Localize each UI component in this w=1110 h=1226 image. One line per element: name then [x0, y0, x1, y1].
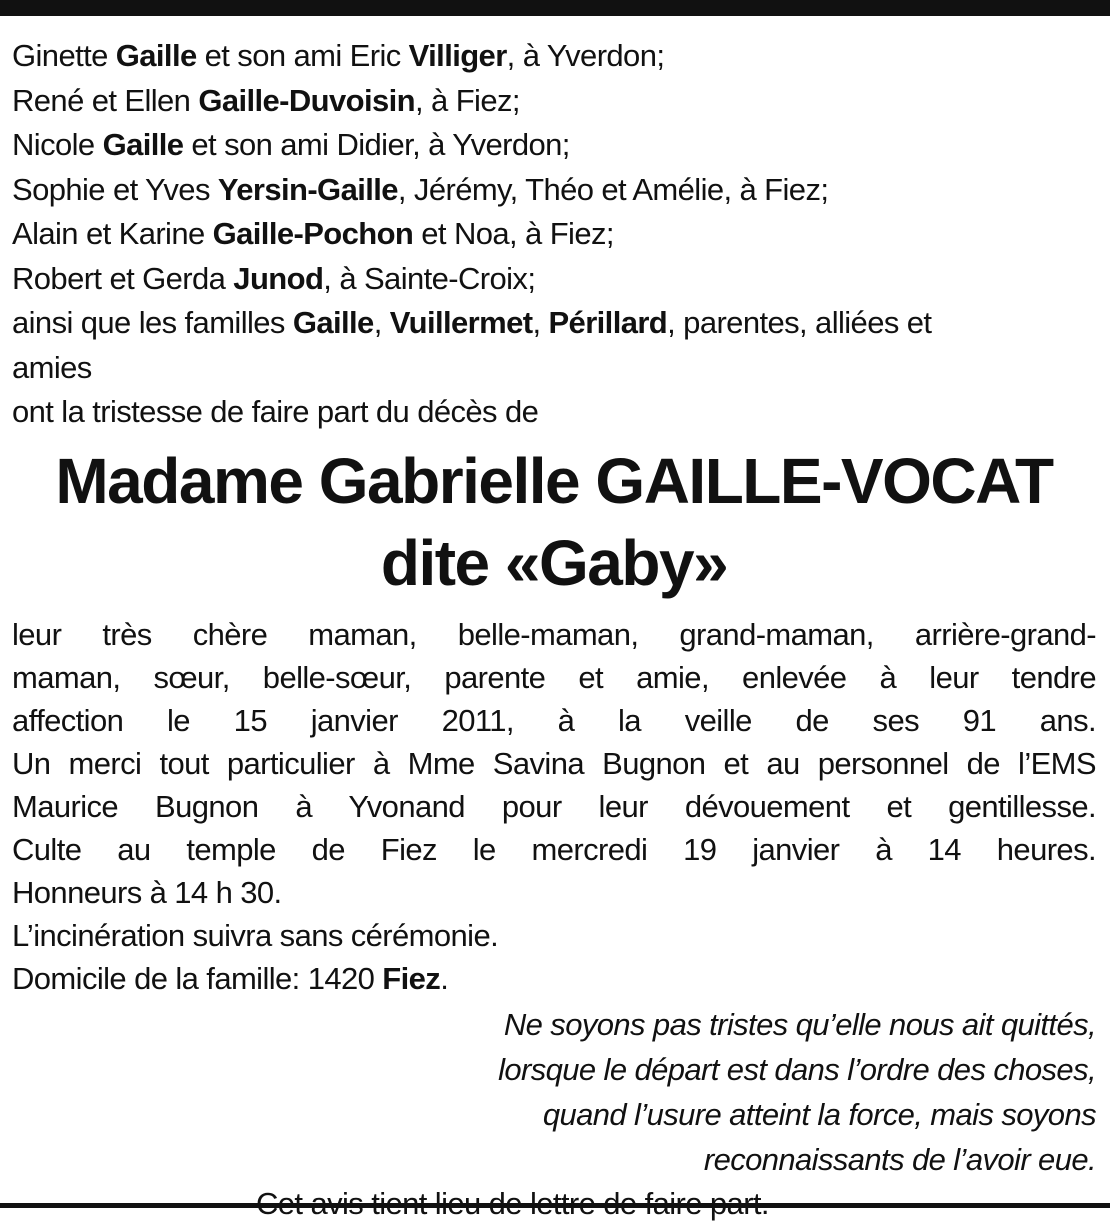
family-line: Alain et Karine Gaille-Pochon et Noa, à Fiez; — [12, 216, 614, 251]
honours-text: Honneurs à 14 h 30. — [12, 874, 282, 910]
family-surname: Junod — [233, 260, 324, 296]
family-line: Nicole Gaille et son ami Didier, à Yverdon; — [12, 127, 570, 162]
family-line: Ginette Gaille et son ami Eric Villiger, à Yverdon; — [12, 38, 665, 73]
family-surname: Gaille — [102, 127, 184, 162]
tribute-line: leur très chère maman, belle-maman, grand-maman, arrière-grand- — [12, 616, 1096, 652]
obituary-notice — [12, 34, 1096, 1226]
family-surname: Villiger — [408, 38, 507, 73]
family-surname: Gaille — [115, 38, 197, 73]
family-line: René et Ellen Gaille-Duvoisin, à Fiez; — [12, 82, 520, 118]
family-list — [12, 34, 1096, 435]
tribute-line: Un merci tout particulier à Mme Savina Bugnon et au personnel de l’EMS — [12, 745, 1096, 781]
family-surname: Gaille-Duvoisin — [198, 82, 416, 118]
bottom-border-rule — [0, 1203, 1110, 1208]
tribute-line: affection le 15 janvier 2011, à la veille de ses 91 ans. — [12, 702, 1096, 738]
incineration-text: L’incinération suivra sans cérémonie. — [12, 917, 499, 953]
announcement-text: ont la tristesse de faire part du décès de — [12, 394, 539, 429]
poem-line: Ne soyons pas tristes qu’elle nous ait quittés, — [503, 1006, 1096, 1042]
families-line-continuation: amies — [12, 349, 92, 385]
family-surname: Vuillermet — [389, 305, 533, 340]
family-line: Sophie et Yves Yersin-Gaille, Jérémy, Théo et Amélie, à Fiez; — [12, 171, 829, 207]
poem-quote — [12, 1002, 1096, 1182]
family-surname: Yersin-Gaille — [217, 171, 398, 207]
poem-line: quand l’usure atteint la force, mais soyons — [542, 1096, 1096, 1132]
deceased-name: Madame Gabrielle GAILLE-VOCAT — [55, 444, 1053, 517]
poem-line: lorsque le départ est dans l’ordre des choses, — [498, 1051, 1096, 1087]
tribute-line: Culte au temple de Fiez le mercredi 19 janvier à 14 heures. — [12, 831, 1096, 867]
tribute-line: Maurice Bugnon à Yvonand pour leur dévouement et gentillesse. — [12, 788, 1096, 824]
tribute-line: maman, sœur, belle-sœur, parente et amie, enlevée à leur tendre — [12, 659, 1096, 695]
family-surname: Périllard — [548, 305, 668, 340]
family-surname: Gaille-Pochon — [212, 216, 414, 251]
family-surname: Gaille — [292, 305, 374, 340]
poem-line: reconnaissants de l’avoir eue. — [703, 1141, 1096, 1177]
tribute-paragraph — [12, 613, 1096, 871]
domicile-place: Fiez — [382, 960, 441, 996]
family-line: Robert et Gerda Junod, à Sainte-Croix; — [12, 260, 536, 296]
top-border-rule — [0, 0, 1110, 16]
families-line: ainsi que les familles Gaille, Vuillermet, Périllard, parentes, alliées et — [12, 305, 932, 340]
deceased-nickname: dite «Gaby» — [380, 526, 728, 599]
domicile-text: Domicile de la famille: 1420 Fiez. — [12, 960, 449, 996]
